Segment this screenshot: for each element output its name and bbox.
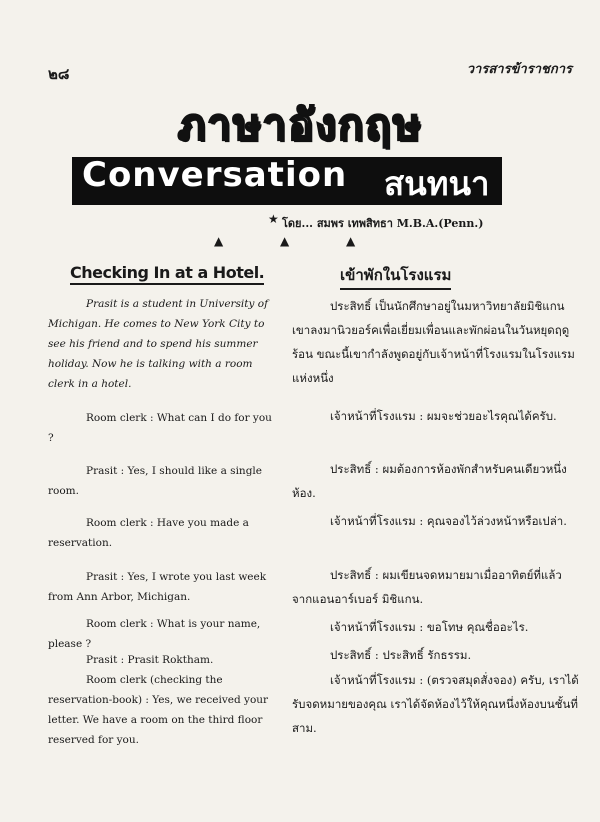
triangle-icon: ▲ <box>214 234 224 248</box>
title-thai-sub: สนทนา <box>384 164 490 203</box>
thai-line: เจ้าหน้าที่โรงแรม : ผมจะช่วยอะไรคุณได้ครับ. <box>330 409 557 423</box>
thai-line: ประสิทธิ์ : ผมต้องการห้องพักสำหรับคนเดียวหนึ่งห้อง. <box>292 462 567 500</box>
english-heading: Checking In at a Hotel. <box>70 263 264 285</box>
english-line: Prasit : Yes, I wrote you last week from Ann Arbor, Michigan. <box>48 571 267 603</box>
triangle-icon: ▲ <box>346 234 356 248</box>
author-line: โดย... สมพร เทพสิทธา M.B.A.(Penn.) <box>282 217 484 230</box>
thai-line: ประสิทธิ์ : ประสิทธิ์ รักธรรม. <box>330 648 472 662</box>
english-line: Prasit : Prasit Roktham. <box>86 654 214 666</box>
triangle-icon: ▲ <box>280 234 290 248</box>
thai-line: เจ้าหน้าที่โรงแรม : คุณจองไว้ล่วงหน้าหรือเปล่า. <box>330 514 567 528</box>
journal-name: วารสารข้าราชการ <box>466 62 572 77</box>
thai-line: ประสิทธิ์ : ผมเขียนจดหมายมาเมื่ออาทิตย์ที่แล้ว จากแอนอาร์เบอร์ มิชิแกน. <box>292 568 562 606</box>
english-line: Room clerk : Have you made a reservation. <box>48 517 249 549</box>
star-icon: ★ <box>268 212 279 226</box>
english-line: Room clerk : What can I do for you ? <box>48 412 272 444</box>
thai-heading: เข้าพักในโรงแรม <box>340 263 451 290</box>
thai-line: เจ้าหน้าที่โรงแรม : (ตรวจสมุดสั่งจอง) ครับ, เราได้รับจดหมายของคุณ เราได้จัดห้องไว้ให้คุณหนึ่งห้องบนชั้นที่สาม. <box>292 673 579 735</box>
thai-intro: ประสิทธิ์ เป็นนักศึกษาอยู่ในมหาวิทยาลัยมิชิแกน เขาลงมานิวยอร์คเพื่อเยี่ยมเพื่อนและพักผ่อนในวันหยุดฤดูร้อน ขณะนี้เขากำลังพูดอยู่กับเจ้าหน้าที่โรงแรมในโรงแรมแห่งหนึ่ง <box>292 299 575 385</box>
english-line: Room clerk (checking the reservation-book) : Yes, we received your letter. We have a room on the third floor reserved for you. <box>48 674 269 746</box>
english-line: Room clerk : What is your name, please ? <box>48 618 261 650</box>
thai-line: เจ้าหน้าที่โรงแรม : ขอโทษ คุณชื่ออะไร. <box>330 620 529 634</box>
thai-title: ภาษาอังกฤษ <box>177 100 423 149</box>
english-line: Prasit : Yes, I should like a single room. <box>48 465 262 497</box>
page-number: ๒๘ <box>48 65 70 83</box>
title-english: Conversation <box>82 155 348 195</box>
english-intro: Prasit is a student in University of Michigan. He comes to New York City to see his friend and to spend his summer holiday. Now he is talking with a room clerk in a hotel. <box>48 298 268 390</box>
